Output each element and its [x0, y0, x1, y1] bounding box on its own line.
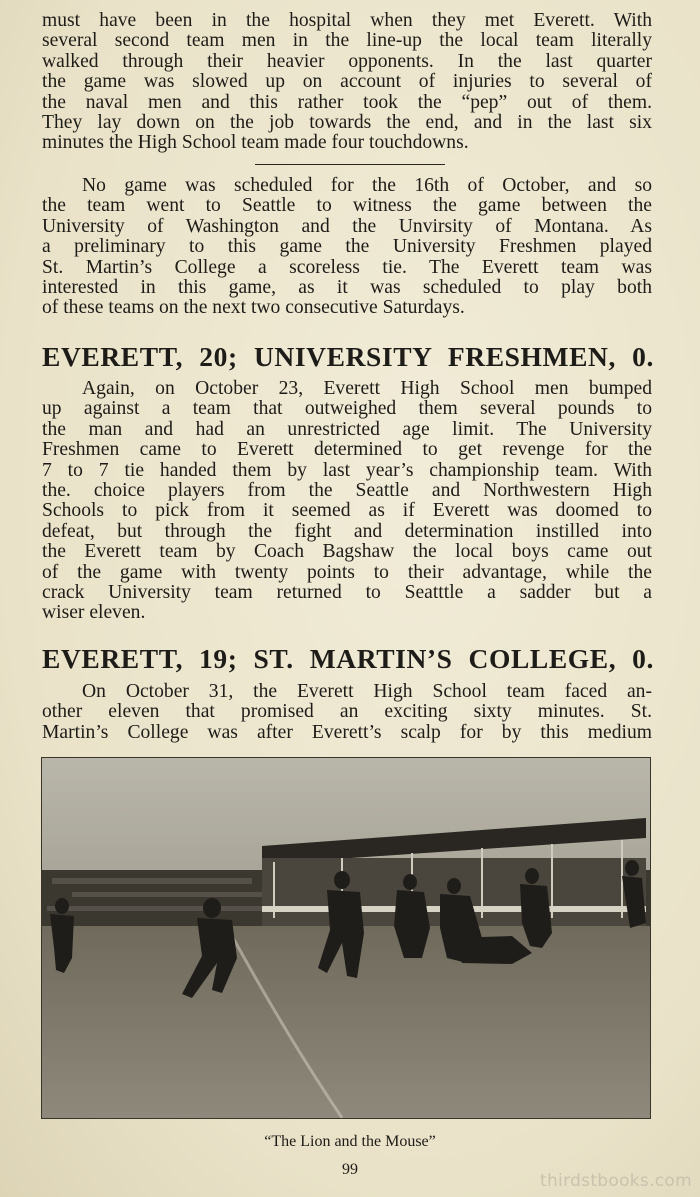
paragraph-1: [42, 11, 652, 154]
text-line: the naval men and this rather took the “pep” out of them.: [42, 91, 652, 113]
text-line: several second team men in the line-up the local team literally: [42, 30, 652, 52]
text-line: the Everett team by Coach Bagshaw the local boys came out: [42, 541, 652, 563]
text-line: wiser eleven.: [42, 602, 146, 624]
photo-caption: “The Lion and the Mouse”: [264, 1133, 436, 1150]
text-line: the. choice players from the Seattle and Northwestern High: [42, 480, 652, 502]
paragraph-3: [42, 379, 652, 624]
crowd-texture: [47, 878, 277, 911]
text-line: St. Martin’s College a scoreless tie. The Everett team was: [42, 256, 652, 278]
paragraph-text: [42, 682, 652, 743]
text-line: They lay down on the job towards the end, and in the last six: [42, 112, 652, 134]
football-game-photo: [41, 757, 651, 1119]
text-line: up against a team that outweighed them several pounds to: [42, 398, 652, 420]
text-line: must have been in the hospital when they met Everett. With: [42, 10, 652, 31]
text-line: the game was slowed up on account of injuries to several of: [42, 71, 652, 93]
text-line: 7 to 7 tie handed them by last year’s championship team. With: [42, 459, 652, 481]
text-line: University of Washington and the Unvirsity of Montana. As: [42, 215, 652, 237]
text-line: Again, on October 23, Everett High School men bumped: [82, 378, 652, 399]
text-line: On October 31, the Everett High School team faced an-: [82, 681, 652, 702]
text-line: Martin’s College was after Everett’s scalp for by this medium: [42, 721, 652, 743]
text-line: No game was scheduled for the 16th of October, and so: [82, 175, 652, 196]
section-divider: [255, 164, 445, 165]
text-line: the man and had an unrestricted age limit. The University: [42, 418, 652, 440]
paragraph-4: [42, 682, 652, 743]
photo-illustration: [42, 758, 650, 1118]
text-line: a preliminary to this game the University Freshmen played: [42, 236, 652, 258]
text-line: Schools to pick from it seemed as if Everett was doomed to: [42, 500, 652, 522]
text-line: defeat, but through the fight and determination instilled into: [42, 520, 652, 542]
text-line: the team went to Seattle to witness the game between the: [42, 195, 652, 217]
text-line: minutes the High School team made four touchdowns.: [42, 132, 469, 154]
text-line: of these teams on the next two consecutive Saturdays.: [42, 297, 465, 319]
text-line: other eleven that promised an exciting sixty minutes. St.: [42, 701, 652, 723]
watermark: thirdstbooks.com: [540, 1171, 692, 1191]
paragraph-2: [42, 176, 652, 319]
text-line: interested in this game, as it was scheduled to play both: [42, 277, 652, 299]
page-number: 99: [342, 1161, 358, 1178]
section-heading: EVERETT, 19; ST. MARTIN’S COLLEGE, 0.: [42, 643, 654, 674]
text-line: of the game with twenty points to their advantage, while the: [42, 561, 652, 583]
paragraph-text: [42, 379, 652, 624]
paragraph-text: [42, 176, 652, 319]
section-heading: EVERETT, 20; UNIVERSITY FRESHMEN, 0.: [42, 341, 654, 372]
paragraph-text: [42, 11, 652, 154]
text-line: crack University team returned to Seatttle a sadder but a: [42, 582, 652, 604]
text-line: walked through their heavier opponents. In the last quarter: [42, 50, 652, 72]
text-line: Freshmen came to Everett determined to get revenge for the: [42, 439, 652, 461]
